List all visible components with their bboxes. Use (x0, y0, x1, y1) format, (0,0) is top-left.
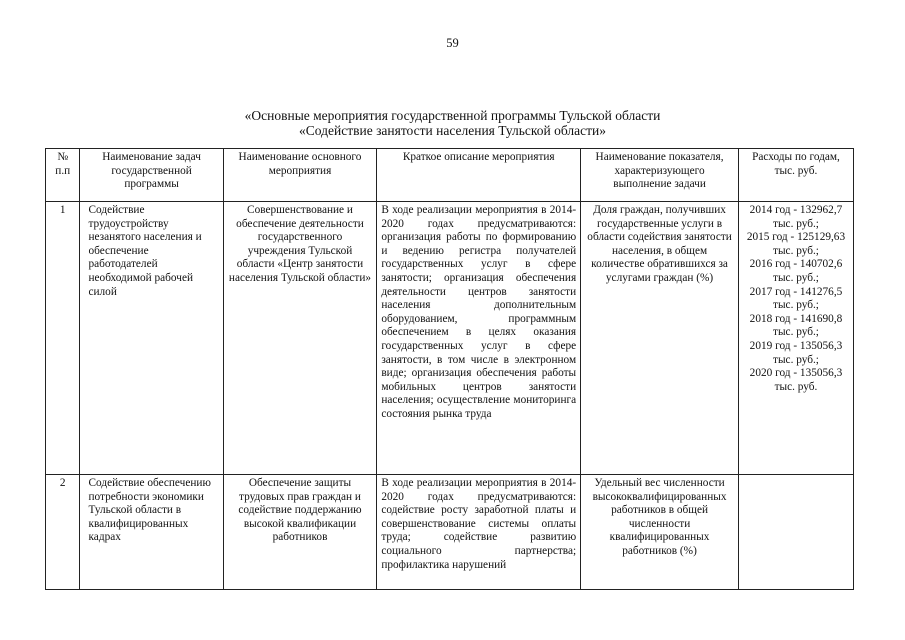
row-number: 1 (46, 202, 80, 475)
task-cell (80, 202, 223, 475)
row-number: 2 (46, 475, 80, 590)
event-cell: Обеспечение защиты трудовых прав граждан и содействие поддержанию высокой квалификации работников (223, 475, 377, 590)
indicator-cell: Доля граждан, получивших государственные услуги в области содействия занятости населения, в общем количестве обратившихся за услугами граждан (%) (581, 202, 739, 475)
title-line-2: «Содействие занятости населения Тульской области» (299, 123, 606, 138)
program-activities-table (45, 148, 854, 590)
table-header-row (46, 149, 854, 202)
task-text: Содействие трудоустройству незанятого населения и обеспечение работодателей необходимой рабочей силой (88, 204, 202, 298)
indicator-cell: Удельный вес численности высококвалифицированных работников в общей численности квалифицированных работников (%) (581, 475, 739, 590)
cost-line: 2014 год - 132962,7 тыс. руб.; (749, 204, 843, 230)
cost-line: 2020 год - 135056,3 тыс. руб. (749, 367, 843, 393)
cost-line: 2019 год - 135056,3 тыс. руб.; (749, 339, 843, 366)
header-indicator: Наименование показателя, характеризующего выполнение задачи (581, 149, 739, 202)
header-description: Краткое описание мероприятия (377, 149, 581, 202)
header-num: № п.п (46, 149, 80, 202)
event-cell: Совершенствование и обеспечение деятельности государственного учреждения Тульской области «Центр занятости населения Тульской области» (223, 202, 377, 475)
header-task: Наименование задач государственной программы (80, 149, 223, 202)
description-cell: В ходе реализации мероприятия в 2014-2020 годах предусматриваются: содействие росту заработной платы и совершенствование системы оплаты труда; содействие развитию социального партнерства; профилактика нарушений (377, 475, 581, 590)
task-cell (80, 475, 223, 590)
costs-cell (738, 202, 853, 475)
cost-line: 2016 год - 140702,6 тыс. руб.; (749, 258, 843, 284)
costs-cell (738, 475, 853, 590)
table-row (46, 475, 854, 590)
header-costs: Расходы по годам, тыс. руб. (738, 149, 853, 202)
header-event: Наименование основного мероприятия (223, 149, 377, 202)
task-text: Содействие обеспечению потребности экономики Тульской области в квалифицированных кадрах (88, 477, 211, 544)
description-cell: В ходе реализации мероприятия в 2014-2020 годах предусматриваются: организация работы по формированию и ведению регистра получателей государственных услуг в сфере занятости; организация обеспечения деятельности центров занятости населения дополнительным оборудованием, программным обеспечением в целях оказания государственных услуг в сфере занятости, в том числе в электронном виде; организация обеспечения работы мобильных центров занятости населения; осуществление мониторинга состояния рынка труда (377, 202, 581, 475)
cost-line: 2017 год - 141276,5 тыс. руб.; (749, 285, 843, 312)
table-row (46, 202, 854, 475)
title-line-1: «Основные мероприятия государственной программы Тульской области (244, 108, 661, 123)
cost-line: 2018 год - 141690,8 тыс. руб.; (749, 312, 843, 339)
document-title (0, 108, 905, 138)
page-number: 59 (446, 36, 459, 50)
cost-line: 2015 год - 125129,63 тыс. руб.; (746, 231, 846, 257)
